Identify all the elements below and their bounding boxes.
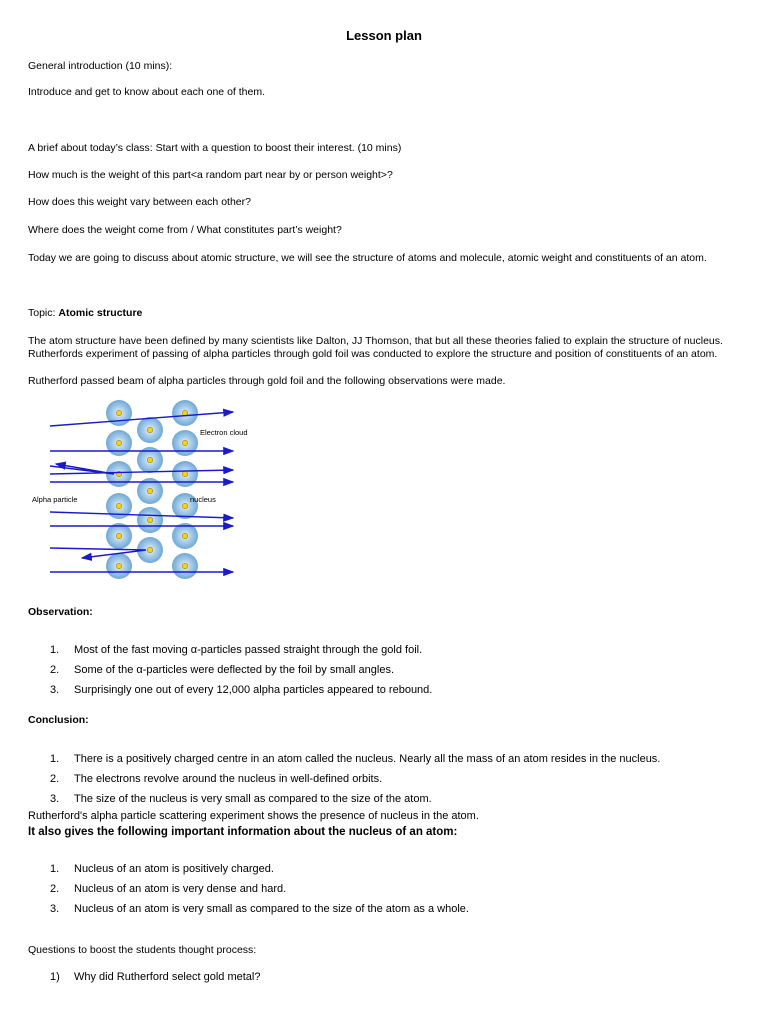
important-info-heading: It also gives the following important information about the nucleus of an atom: [28, 826, 458, 838]
intro-line: Introduce and get to know about each one of them. [28, 86, 265, 98]
topic-line [28, 307, 142, 320]
brief-heading: A brief about today’s class: Start with a question to boost their interest. (10 mins) [28, 142, 402, 154]
page-title: Lesson plan [346, 28, 422, 43]
conclusion-note: Rutherford's alpha particle scattering experiment shows the presence of nucleus in the atom. [28, 810, 479, 822]
conclusion-list [28, 749, 660, 809]
list-item: 2. The electrons revolve around the nucleus in well-defined orbits. [50, 773, 383, 785]
gold-atom [172, 400, 198, 426]
nucleus-dot [116, 533, 122, 539]
list-item: 2. Nucleus of an atom is very dense and hard. [50, 883, 287, 895]
list-item: 2. Some of the α-particles were deflected by the foil by small angles. [50, 664, 395, 676]
gold-atom [172, 523, 198, 549]
observation-list [28, 640, 432, 700]
conclusion-heading: Conclusion: [28, 714, 89, 726]
list-item: 3. Nucleus of an atom is very small as compared to the size of the atom as a whole. [50, 903, 469, 915]
gold-atom [106, 523, 132, 549]
gold-atom [172, 430, 198, 456]
topic-paragraph-2: Rutherford passed beam of alpha particles through gold foil and the following observations were made. [28, 375, 506, 387]
nucleus-dot [147, 457, 153, 463]
nucleus-dot [116, 410, 122, 416]
nucleus-dot [182, 440, 188, 446]
topic-paragraph-1b: Rutherfords experiment of passing of alpha particles through gold foil was conducted to explore the structure and position of constituents of an atom. [28, 348, 718, 360]
rutherford-scattering-diagram [28, 398, 268, 588]
nucleus-dot [116, 503, 122, 509]
topic-name: Atomic structure [58, 307, 143, 319]
nucleus-label: nucleus [190, 495, 216, 504]
observation-heading: Observation: [28, 606, 93, 618]
questions-heading: Questions to boost the students thought process: [28, 944, 257, 956]
gold-atom [106, 430, 132, 456]
gold-atom [172, 553, 198, 579]
electron-cloud-label: Electron cloud [200, 428, 248, 437]
alpha-particle-label: Alpha particle [32, 495, 78, 504]
list-item: 1. Most of the fast moving α-particles passed straight through the gold foil. [50, 644, 423, 656]
gold-foil-atoms [106, 400, 198, 579]
list-item: 1. Nucleus of an atom is positively charged. [50, 863, 274, 875]
nucleus-dot [182, 503, 188, 509]
list-item: 1) Why did Rutherford select gold metal? [50, 971, 261, 983]
nucleus-dot [147, 488, 153, 494]
list-item: 1. There is a positively charged centre in an atom called the nucleus. Nearly all the mass of an atom resides in the nucleus. [50, 753, 661, 765]
nucleus-info-list [28, 859, 469, 919]
brief-question-1: How much is the weight of this part<a random part near by or person weight>? [28, 169, 393, 181]
gold-atom [137, 417, 163, 443]
brief-question-3: Where does the weight come from / What constitutes part’s weight? [28, 224, 342, 236]
list-item: 3. The size of the nucleus is very small as compared to the size of the atom. [50, 793, 432, 805]
intro-heading: General introduction (10 mins): [28, 60, 173, 72]
nucleus-dot [182, 533, 188, 539]
alpha-particle-path [50, 548, 146, 558]
nucleus-dot [116, 563, 122, 569]
nucleus-dot [116, 440, 122, 446]
nucleus-dot [147, 427, 153, 433]
topic-paragraph-1a: The atom structure have been defined by many scientists like Dalton, JJ Thomson, that but all these theories falied to explain the structure of nucleus. [28, 335, 723, 347]
brief-question-2: How does this weight vary between each other? [28, 196, 251, 208]
nucleus-dot [147, 547, 153, 553]
nucleus-dot [182, 471, 188, 477]
list-item: 3. Surprisingly one out of every 12,000 alpha particles appeared to rebound. [50, 684, 433, 696]
topic-label: Topic: [28, 307, 59, 319]
nucleus-dot [182, 563, 188, 569]
questions-list [28, 967, 260, 987]
brief-today: Today we are going to discuss about atomic structure, we will see the structure of atoms and molecule, atomic weight and constituents of an atom. [28, 252, 707, 264]
nucleus-dot [147, 517, 153, 523]
gold-atom [172, 461, 198, 487]
alpha-particle-path [50, 470, 233, 474]
gold-atom [137, 507, 163, 533]
gold-atom [106, 553, 132, 579]
